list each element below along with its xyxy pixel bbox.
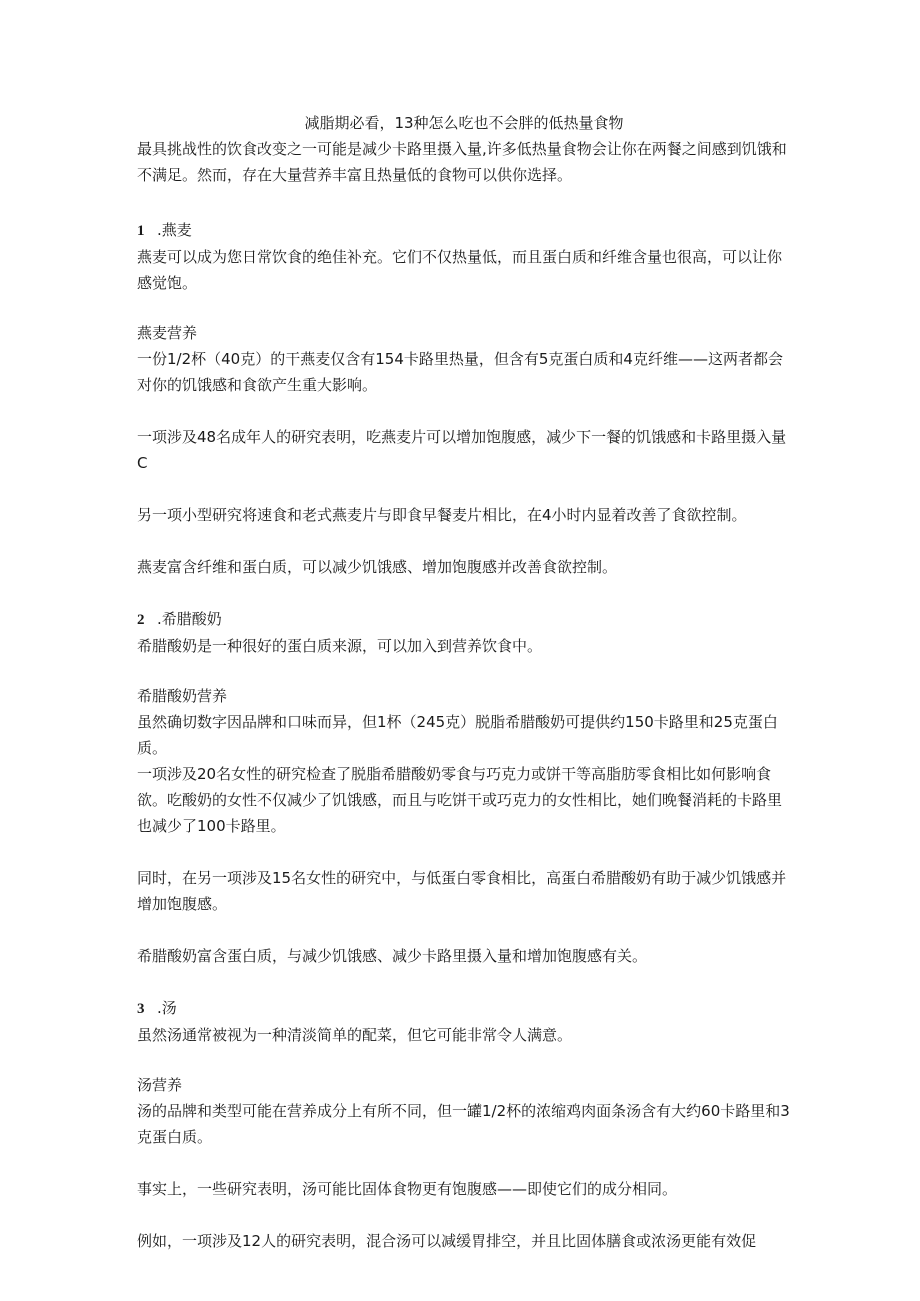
nutrition-title: 汤营养: [137, 1076, 183, 1094]
section-heading-greek-yogurt: [137, 606, 791, 633]
body-paragraph: 另一项小型研究将速食和老式燕麦片与即食早餐麦片相比，在4小时内显着改善了食欲控制。: [137, 506, 747, 524]
body-paragraph: 同时，在另一项涉及15名女性的研究中，与低蛋白零食相比，高蛋白希腊酸奶有助于减少饥饿感并增加饱腹感。: [137, 869, 787, 913]
document-page: [137, 110, 791, 1254]
body-paragraph: 事实上，一些研究表明，汤可能比固体食物更有饱腹感——即使它们的成分相同。: [137, 1180, 678, 1198]
section-number: 2: [137, 612, 145, 628]
section-summary: 虽然汤通常被视为一种清淡简单的配菜，但它可能非常令人满意。: [137, 1026, 573, 1044]
nutrition-title: 燕麦营养: [137, 324, 198, 342]
section-summary: 希腊酸奶是一种很好的蛋白质来源，可以加入到营养饮食中。: [137, 637, 543, 655]
section-heading-soup: [137, 995, 791, 1022]
section-summary: 燕麦可以成为您日常饮食的绝佳补充。它们不仅热量低，而且蛋白质和纤维含量也很高，可以让你感觉饱。: [137, 248, 783, 292]
document-title: 减脂期必看，13种怎么吃也不会胖的低热量食物: [304, 114, 624, 132]
intro-paragraph: 最具挑战性的饮食改变之一可能是减少卡路里摄入量,许多低热量食物会让你在两餐之间感到饥饿和不满足。然而，存在大量营养丰富且热量低的食物可以供你选择。: [137, 140, 787, 184]
section-heading-oats: [137, 217, 791, 244]
section-title: .燕麦: [157, 221, 192, 239]
section-title: .希腊酸奶: [157, 610, 222, 628]
body-paragraph: 例如，一项涉及12人的研究表明，混合汤可以减缓胃排空，并且比固体膳食或浓汤更能有效促: [137, 1232, 757, 1250]
section-title: .汤: [157, 999, 177, 1017]
body-paragraph: 虽然确切数字因品牌和口味而异，但1杯（245克）脱脂希腊酸奶可提供约150卡路里和25克蛋白质。: [137, 713, 778, 757]
section-number: 3: [137, 1001, 145, 1017]
body-paragraph: 一项涉及48名成年人的研究表明，吃燕麦片可以增加饱腹感，减少下一餐的饥饿感和卡路里摄入量C: [137, 428, 787, 472]
body-paragraph: 一项涉及20名女性的研究检查了脱脂希腊酸奶零食与巧克力或饼干等高脂肪零食相比如何影响食欲。吃酸奶的女性不仅减少了饥饿感，而且与吃饼干或巧克力的女性相比，她们晚餐消耗的卡路里也减少了100卡路里。: [137, 765, 783, 835]
body-paragraph: 一份1/2杯（40克）的干燕麦仅含有154卡路里热量，但含有5克蛋白质和4克纤维——这两者都会对你的饥饿感和食欲产生重大影响。: [137, 350, 783, 394]
body-paragraph: 汤的品牌和类型可能在营养成分上有所不同，但一罐1/2杯的浓缩鸡肉面条汤含有大约60卡路里和3克蛋白质。: [137, 1102, 790, 1146]
section-number: 1: [137, 223, 145, 239]
body-paragraph: 燕麦富含纤维和蛋白质，可以减少饥饿感、增加饱腹感并改善食欲控制。: [137, 558, 618, 576]
nutrition-title: 希腊酸奶营养: [137, 687, 228, 705]
body-paragraph: 希腊酸奶富含蛋白质，与减少饥饿感、减少卡路里摄入量和增加饱腹感有关。: [137, 947, 648, 965]
